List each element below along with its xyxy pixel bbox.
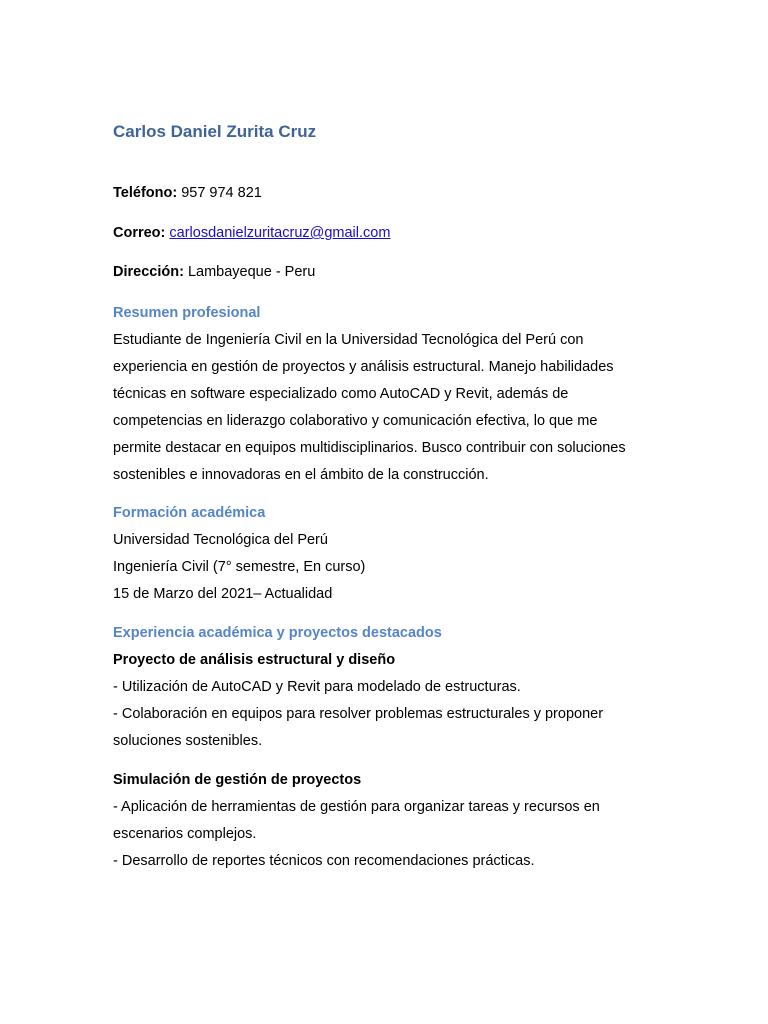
email-row xyxy=(113,225,390,241)
project-line: - Utilización de AutoCAD y Revit para modelado de estructuras. xyxy=(113,679,521,695)
experience-section xyxy=(113,620,658,755)
summary-heading: Resumen profesional xyxy=(113,305,261,321)
email-label: Correo: xyxy=(113,225,166,241)
phone-row xyxy=(113,185,262,201)
education-line: Ingeniería Civil (7° semestre, En curso) xyxy=(113,559,366,575)
phone-label: Teléfono: xyxy=(113,185,178,201)
address-value: Lambayeque - Peru xyxy=(187,264,316,280)
summary-line: permite destacar en equipos multidisciplinarios. Busco contribuir con soluciones xyxy=(113,440,626,456)
education-heading: Formación académica xyxy=(113,505,266,521)
project-line: soluciones sostenibles. xyxy=(113,733,263,749)
email-link[interactable]: carlosdanielzuritacruz@gmail.com xyxy=(169,225,391,241)
address-label: Dirección: xyxy=(113,264,184,280)
education-line: 15 de Marzo del 2021– Actualidad xyxy=(113,586,333,602)
education-section xyxy=(113,500,658,608)
project-title: Simulación de gestión de proyectos xyxy=(113,772,362,788)
experience-project-2 xyxy=(113,767,658,875)
project-line: - Colaboración en equipos para resolver problemas estructurales y proponer xyxy=(113,706,604,722)
summary-line: técnicas en software especializado como AutoCAD y Revit, además de xyxy=(113,386,569,402)
project-title: Proyecto de análisis estructural y diseño xyxy=(113,652,396,668)
project-line: - Desarrollo de reportes técnicos con recomendaciones prácticas. xyxy=(113,853,535,869)
education-line: Universidad Tecnológica del Perú xyxy=(113,532,328,548)
summary-line: sostenibles e innovadoras en el ámbito de la construcción. xyxy=(113,467,489,483)
summary-line: competencias en liderazgo colaborativo y comunicación efectiva, lo que me xyxy=(113,413,598,429)
project-line: - Aplicación de herramientas de gestión para organizar tareas y recursos en xyxy=(113,799,600,815)
address-row xyxy=(113,264,315,280)
summary-line: Estudiante de Ingeniería Civil en la Universidad Tecnológica del Perú con xyxy=(113,332,584,348)
experience-heading: Experiencia académica y proyectos destacados xyxy=(113,625,442,641)
summary-section xyxy=(113,300,658,489)
phone-value: 957 974 821 xyxy=(181,185,262,201)
candidate-name: Carlos Daniel Zurita Cruz xyxy=(113,122,317,141)
summary-line: experiencia en gestión de proyectos y análisis estructural. Manejo habilidades xyxy=(113,359,614,375)
project-line: escenarios complejos. xyxy=(113,826,257,842)
